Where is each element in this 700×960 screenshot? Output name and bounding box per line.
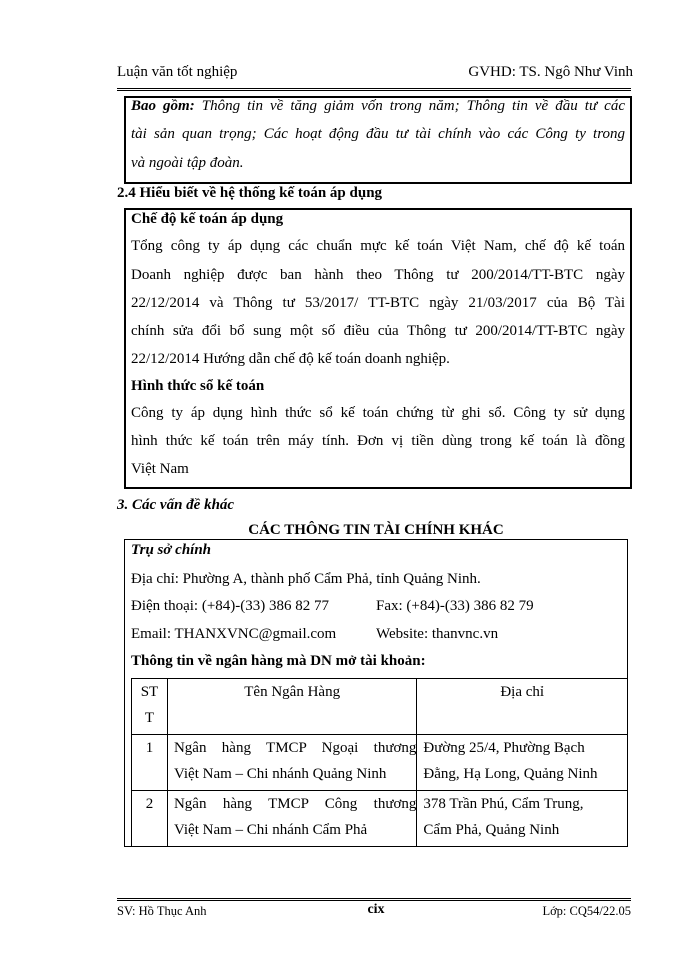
- box2-p2-line2: hình thức kế toán trên máy tính. Đơn vị tiền dùng trong kế toán là đồng: [131, 433, 625, 449]
- section-2-4-heading: 2.4 Hiểu biết về hệ thống kế toán áp dụng: [117, 185, 383, 201]
- row-address: Đường 25/4, Phường Bạch Đằng, Hạ Long, Quảng Ninh: [417, 735, 628, 791]
- header-bank-name: Tên Ngân Hàng: [167, 679, 416, 735]
- page-number: cix: [367, 902, 385, 917]
- box1-line2: tài sản quan trọng; Các hoạt động đầu tư tài chính vào các Công ty trong: [131, 126, 625, 142]
- accounting-regime-heading: Chế độ kế toán áp dụng: [131, 211, 284, 227]
- box2-p2-line1: Công ty áp dụng hình thức sổ kế toán chứng từ ghi sổ. Công ty sử dụng: [131, 405, 625, 421]
- bank-info-heading: Thông tin về ngân hàng mà DN mở tài khoản:: [131, 653, 426, 669]
- footer-divider: [117, 898, 631, 901]
- header-right: GVHD: TS. Ngô Như Vinh: [468, 64, 633, 80]
- box2-p1-line3: 22/12/2014 và Thông tư 53/2017/ TT-BTC ngày 21/03/2017 của Bộ Tài: [131, 295, 625, 311]
- box2-p1-line2: Doanh nghiệp được ban hành theo Thông tư 200/2014/TT-BTC ngày: [131, 267, 625, 283]
- header-divider: [117, 88, 631, 91]
- table-row: [132, 735, 628, 791]
- box2-p1-line5: 22/12/2014 Hướng dẫn chế độ kế toán doanh nghiệp.: [131, 351, 450, 367]
- box2-p1-line4: chính sửa đổi bổ sung một số điều của Thông tư 200/2014/TT-BTC ngày: [131, 323, 625, 339]
- row-stt: 1: [132, 735, 168, 791]
- header-address: Địa chỉ: [417, 679, 628, 735]
- box1-line3: và ngoài tập đoàn.: [131, 155, 244, 171]
- table-row: [132, 791, 628, 847]
- box1-bold-label: Bao gồm:: [131, 98, 195, 114]
- header-left: Luận văn tốt nghiệp: [117, 64, 238, 80]
- footer-student: SV: Hồ Thục Anh: [117, 904, 207, 918]
- box2-p1-line1: Tổng công ty áp dụng các chuẩn mực kế toán Việt Nam, chế độ kế toán: [131, 238, 625, 254]
- section-3-heading: 3. Các vấn đề khác: [117, 497, 235, 513]
- footer-class: Lớp: CQ54/22.05: [542, 904, 631, 918]
- box1-line1-text: Thông tin về tăng giảm vốn trong năm; Thông tin về đầu tư các: [194, 98, 625, 114]
- header-stt: ST T: [132, 679, 168, 735]
- other-financial-info-title: CÁC THÔNG TIN TÀI CHÍNH KHÁC: [248, 522, 504, 538]
- row-bank-name: Ngân hàng TMCP Ngoại thương Việt Nam – Chi nhánh Quảng Ninh: [167, 735, 416, 791]
- bank-table: [131, 678, 628, 847]
- row-address: 378 Trần Phú, Cẩm Trung, Cẩm Phả, Quảng Ninh: [417, 791, 628, 847]
- email-line: Email: THANXVNC@gmail.com: [131, 626, 337, 642]
- bookkeeping-form-heading: Hình thức sổ kế toán: [131, 378, 265, 394]
- website-line: Website: thanvnc.vn: [376, 626, 499, 642]
- address-line: Địa chỉ: Phường A, thành phố Cẩm Phả, tỉnh Quảng Ninh.: [131, 571, 481, 587]
- box1-line1: [131, 98, 625, 115]
- row-stt: 2: [132, 791, 168, 847]
- fax-line: Fax: (+84)-(33) 386 82 79: [376, 598, 534, 614]
- row-bank-name: Ngân hàng TMCP Công thương Việt Nam – Chi nhánh Cẩm Phả: [167, 791, 416, 847]
- table-header-row: [132, 679, 628, 735]
- head-office-heading: Trụ sở chính: [131, 542, 212, 558]
- box2-p2-line3: Việt Nam: [131, 461, 189, 477]
- phone-line: Điện thoại: (+84)-(33) 386 82 77: [131, 598, 330, 614]
